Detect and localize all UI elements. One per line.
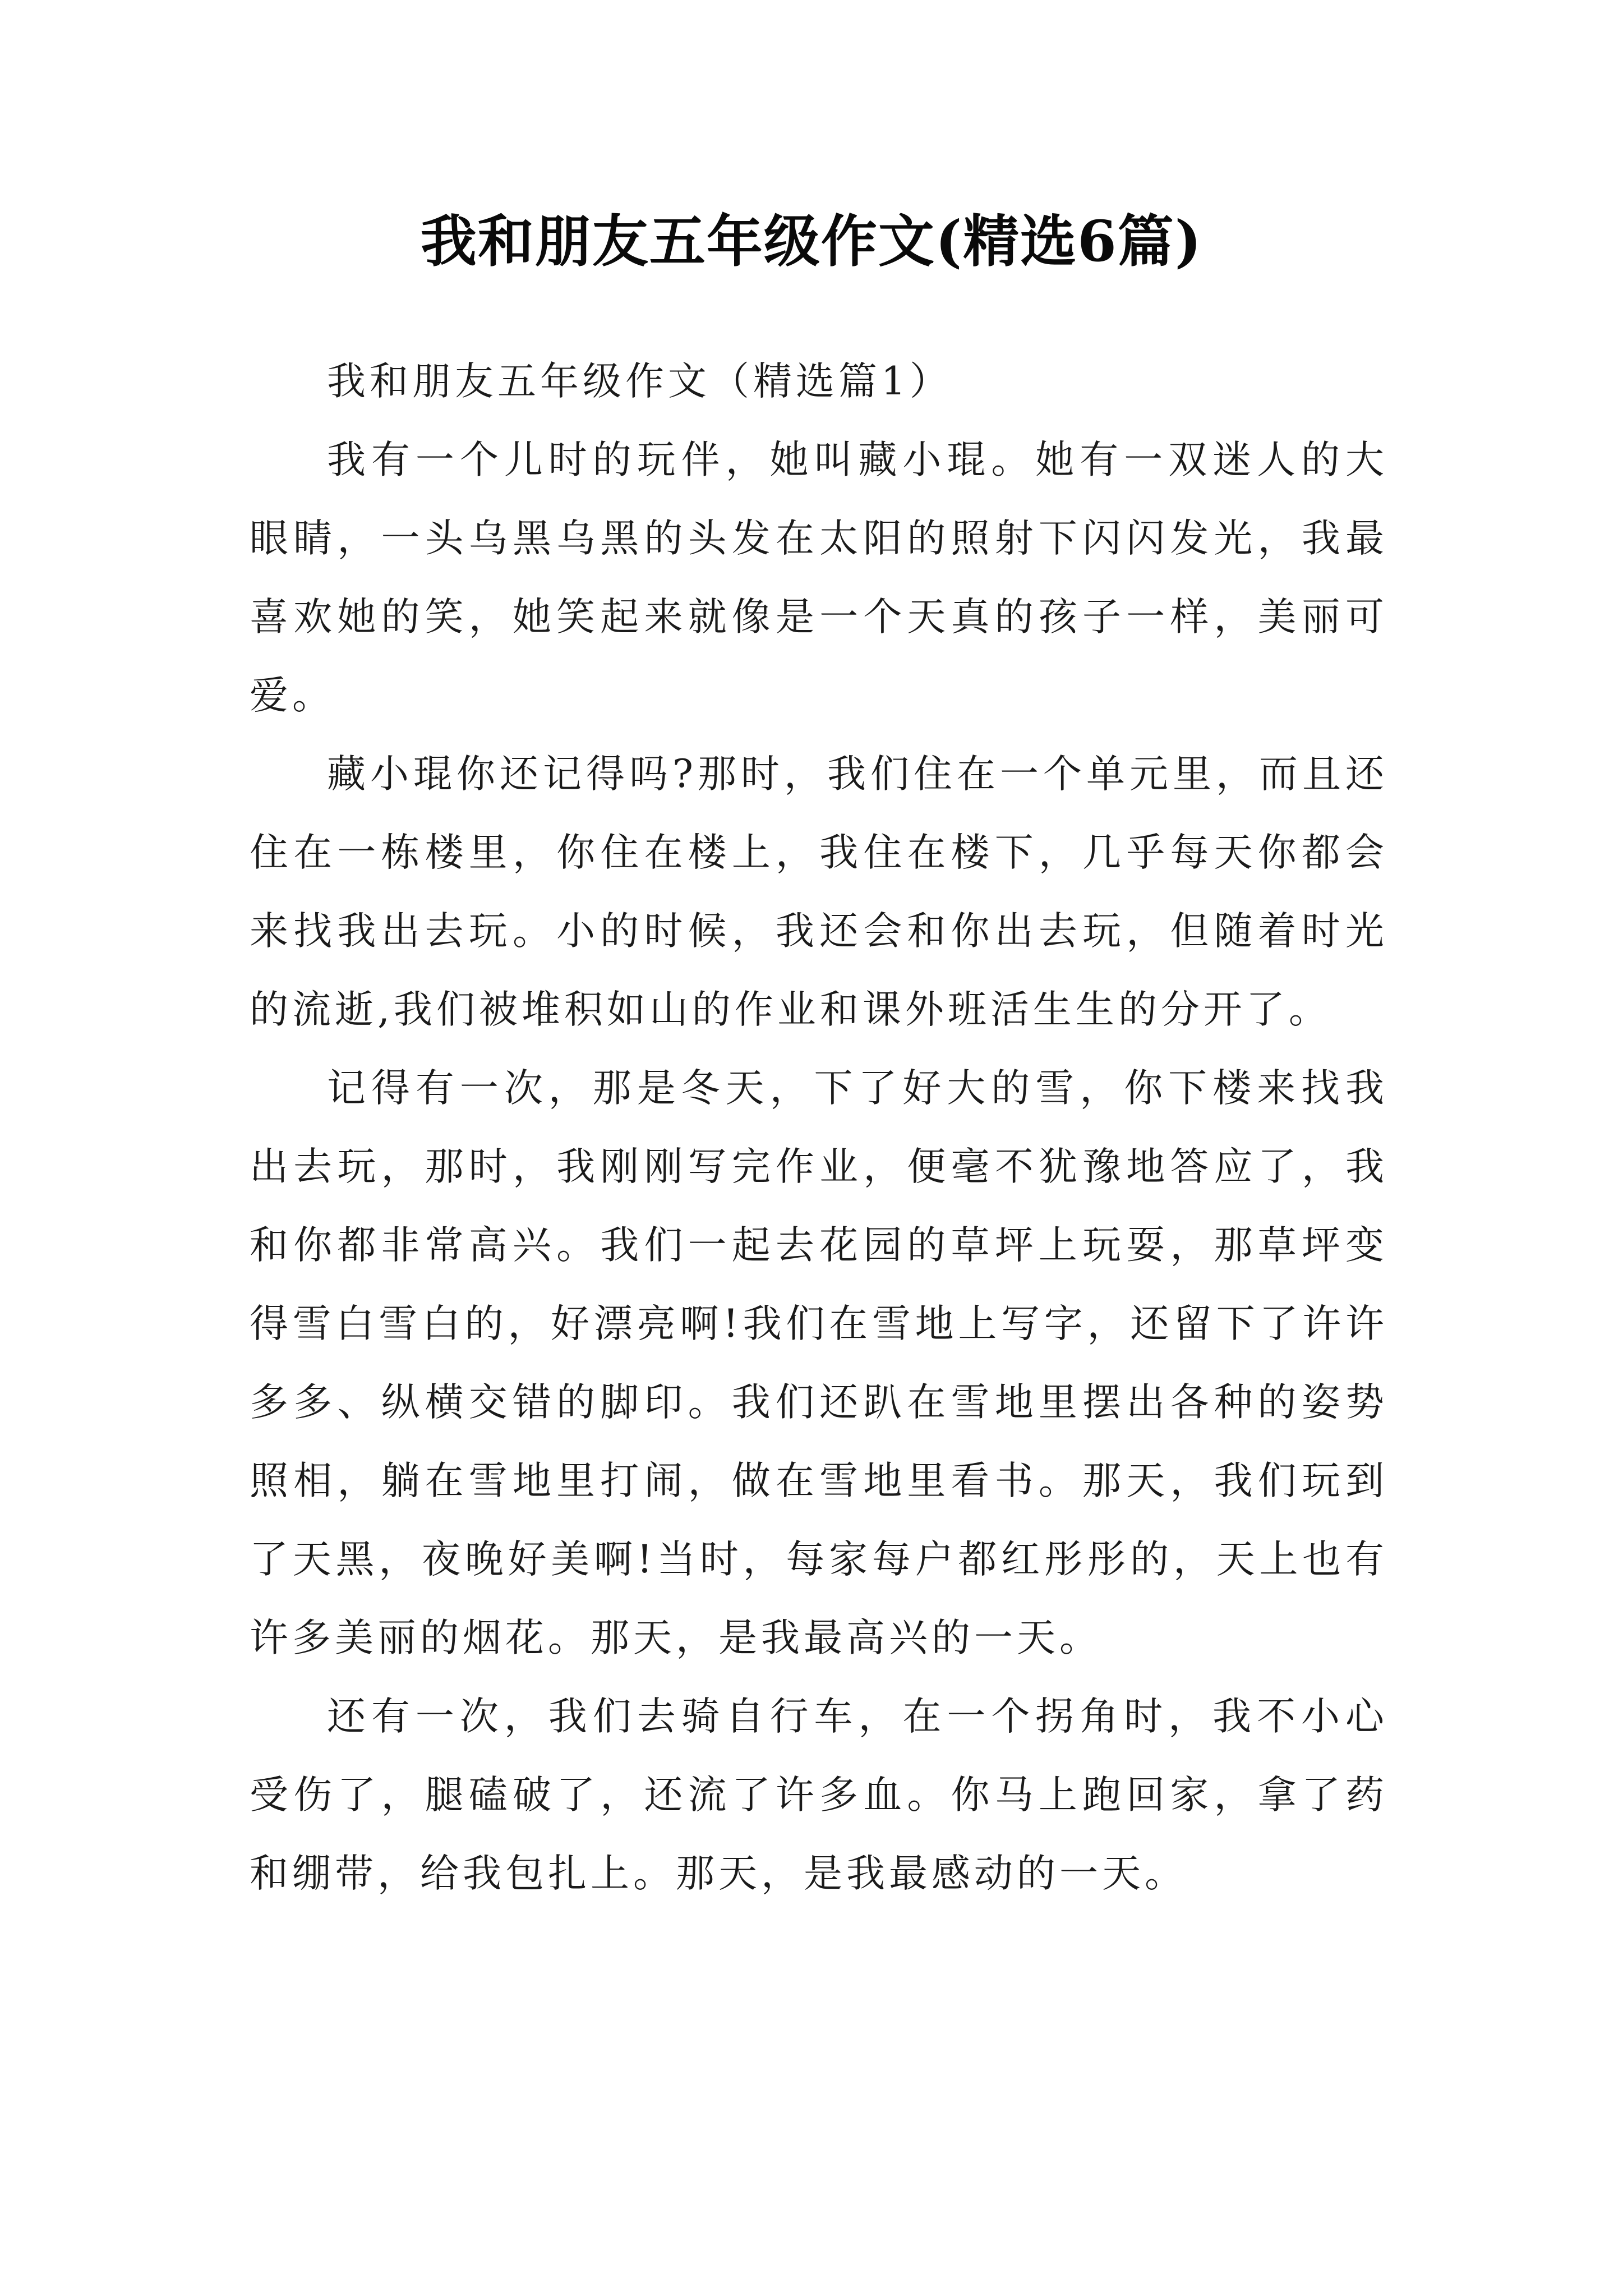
paragraph-1: 我有一个儿时的玩伴，她叫藏小琨。她有一双迷人的大眼睛，一头乌黑乌黑的头发在太阳的照射下闪闪发光，我最喜欢她的笑，她笑起来就像是一个天真的孩子一样，美丽可爱。 [250,438,1388,718]
document-title: 我和朋友五年级作文(精选6篇) [420,208,1203,274]
paragraph-3: 记得有一次，那是冬天，下了好大的雪，你下楼来找我出去玩，那时，我刚刚写完作业，便毫不犹豫地答应了，我和你都非常高兴。我们一起去花园的草坪上玩耍，那草坪变得雪白雪白的，好漂亮啊!我们在雪地上写字，还留下了许许多多、纵横交错的脚印。我们还趴在雪地里摆出各种的姿势照相，躺在雪地里打闹，做在雪地里看书。那天，我们玩到了天黑，夜晚好美啊!当时，每家每户都红彤彤的，天上也有许多美丽的烟花。那天，是我最高兴的一天。 [250,1066,1388,1660]
paragraph-2: 藏小琨你还记得吗?那时，我们住在一个单元里，而且还住在一栋楼里，你住在楼上，我住在楼下，几乎每天你都会来找我出去玩。小的时候，我还会和你出去玩，但随着时光的流逝,我们被堆积如山的作业和课外班活生生的分开了。 [250,752,1388,1032]
section-heading: 我和朋友五年级作文（精选篇1） [327,359,952,404]
document-body [250,342,1388,1913]
paragraph-4: 还有一次，我们去骑自行车，在一个拐角时，我不小心受伤了，腿磕破了，还流了许多血。你马上跑回家，拿了药和绷带，给我包扎上。那天，是我最感动的一天。 [250,1694,1388,1896]
